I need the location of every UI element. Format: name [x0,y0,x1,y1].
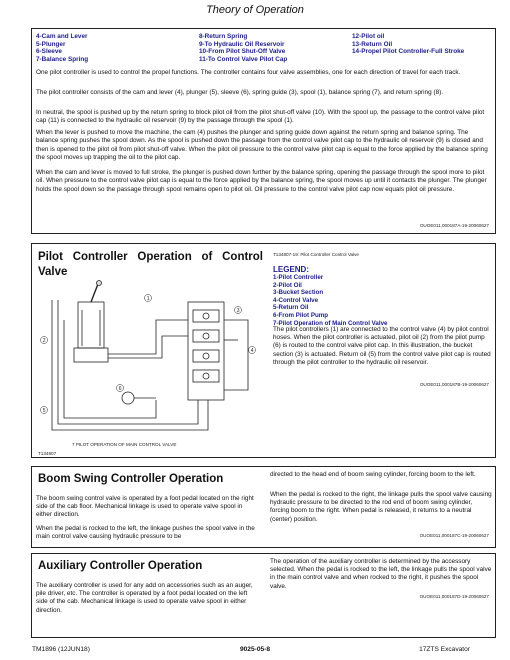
paragraph: In neutral, the spool is pushed up by the return spring to block pilot oil from the pilot shut-off valve (10). With the spool up, the passage to the control valve pilot cap (11) is connected to the hydraulic oil reservoir (9) by the passage through the spool (1). [36,109,485,125]
legend-item: 11-To Control Valve Pilot Cap [199,55,288,63]
legend-item: 10-From Pilot Shut-Off Valve [199,48,286,56]
section-title: Boom Swing Controller Operation [38,473,224,485]
legend-item: 6-From Pilot Pump [273,311,329,319]
svg-text:3: 3 [236,308,240,314]
legend-item: 5-Return Oil [273,304,309,312]
svg-text:1: 1 [146,296,150,302]
reference-code: OUOE011,000187D-19-20060627 [419,594,489,599]
legend-item: 7-Pilot Operation of Main Control Valve [273,319,388,327]
page-header: Theory of Operation [206,4,304,16]
legend-item: 1-Pilot Controller [273,274,324,281]
paragraph: When the pedal is rocked to the left, the linkage pushes the spool valve in the main control valve causing hydraulic pressure to be [36,525,255,541]
legend-item: 9-To Hydraulic Oil Reservoir [199,40,285,48]
footer-manual-id: TM1896 (12JUN18) [32,646,90,653]
svg-text:6: 6 [118,386,122,392]
figure-id: T134807 [38,451,57,456]
boom-swing-section [31,466,496,548]
section-title: Pilot Controller Operation of Control Valve [38,251,263,278]
legend-item: 4-Control Valve [273,296,319,304]
legend-item: 8-Return Spring [199,33,248,40]
reference-code: OUOE011,000187A-19-20060627 [419,223,489,228]
pilot-control-schematic [38,280,266,446]
footer-model: 17ZTS Excavator [419,646,470,653]
paragraph: The boom swing control valve is operated by a foot pedal located on the right side of the cab floor. Mechanical linkage is used to operate valve spool in either direction. [36,495,254,519]
propel-controller-section [31,28,496,234]
svg-text:5: 5 [42,408,46,414]
paragraph: The pilot controllers (1) are connected to the control valve (4) by pilot control hoses. When the pilot controller is actuated, pilot oil (2) from the pilot pump (6) is routed to the control valve pilot cap. In this illustration, the bucket section (3) is actuated. Return oil (5) from the control valve pilot cap is routed through the pilot controller to the hydraulic oil reservoir. [273,326,491,366]
section-title: Auxiliary Controller Operation [38,560,203,572]
legend-item: 3-Bucket Section [273,289,324,297]
paragraph: The pilot controller consists of the cam and lever (4), plunger (5), sleeve (6), spring guide (3), spool (1), balance spring (7), and return spring (8). [36,89,444,96]
svg-text:4: 4 [250,348,254,354]
legend-item: 4-Cam and Lever [36,33,88,40]
paragraph: When the pedal is rocked to the right, the linkage pulls the spool valve causing hydraulic pressure to be directed to the rod end of boom swing cylinder, forcing boom to the right. When pedal is released, it returns to a neutral (center) position. [270,491,492,523]
reference-code: OUOE011,000187C-19-20060627 [419,533,489,538]
legend-column-3 [352,33,464,56]
figure-caption: 7 PILOT OPERATION OF MAIN CONTROL VALVE [72,442,177,447]
svg-text:2: 2 [42,338,46,344]
figure-reference: T134807-19: Pilot Controller Control Valve [273,252,359,257]
reference-code: OUOE011,000187B-19-20060627 [419,382,489,387]
legend-column-2 [199,33,287,63]
footer-page-number: 9025-05-8 [239,646,271,653]
paragraph: The auxiliary controller is used for any add on accessories such as an auger, pile driver, etc. The controller is operated by a foot pedal located on the left side of the cab. Mechanical linkage is used to operate valve spool in either direction. [36,582,253,614]
legend-item: 7-Balance Spring [36,55,89,63]
paragraph: directed to the head end of boom swing cylinder, forcing boom to the left. [270,471,476,478]
paragraph: When the lever is pushed to move the machine, the cam (4) pushes the plunger and spring guide down against the return spring and balance spring. The balance spring pushes the spool down. As the spool is pushed down the passage from the control valve pilot cap to the hydraulic oil reservoir (9) is closed and then is opened to the pilot oil from pilot shut-off valve. When the pilot oil pressure to the control valve pilot cap is equal to the force applied by the balance spring the spool moves up trapping the oil to the pilot cap. [36,129,488,162]
legend-item: 5-Plunger [36,40,66,48]
auxiliary-controller-section [31,553,496,638]
paragraph: When the cam and lever is moved to full stroke, the plunger is pushed down further by the balance spring, opening the passage through the spool more to pilot oil. When pressure to the control valve pilot cap is equal to the force applied by the balance spring, the spool moves up until it contacts the plunger. The plunger holds the spool down so the passage through spool remains open to pilot oil. Oil pressure to the control valve pilot cap now equals pilot oil pressure. [36,169,487,193]
legend-item: 2-Pilot Oil [273,281,302,289]
legend-column-1 [36,33,88,63]
legend-item: 13-Return Oil [352,40,393,48]
pilot-controller-section [31,243,496,458]
legend-heading: LEGEND: [273,265,309,274]
legend [273,266,493,327]
paragraph: One pilot controller is used to control the propel functions. The controller contains four valve assemblies, one for each direction of travel for each track. [36,69,461,76]
legend-item: 6-Sleeve [36,48,62,56]
legend-item: 14-Propel Pilot Controller-Full Stroke [352,48,465,56]
paragraph: The operation of the auxiliary controller is determined by the accessory selected. When the pedal is rocked to the left, the linkage pulls the spool valve in the main control valve and when rocked to the right, it pushes the spool valve. [270,558,492,590]
legend-item: 12-Pilot oil [352,33,385,40]
